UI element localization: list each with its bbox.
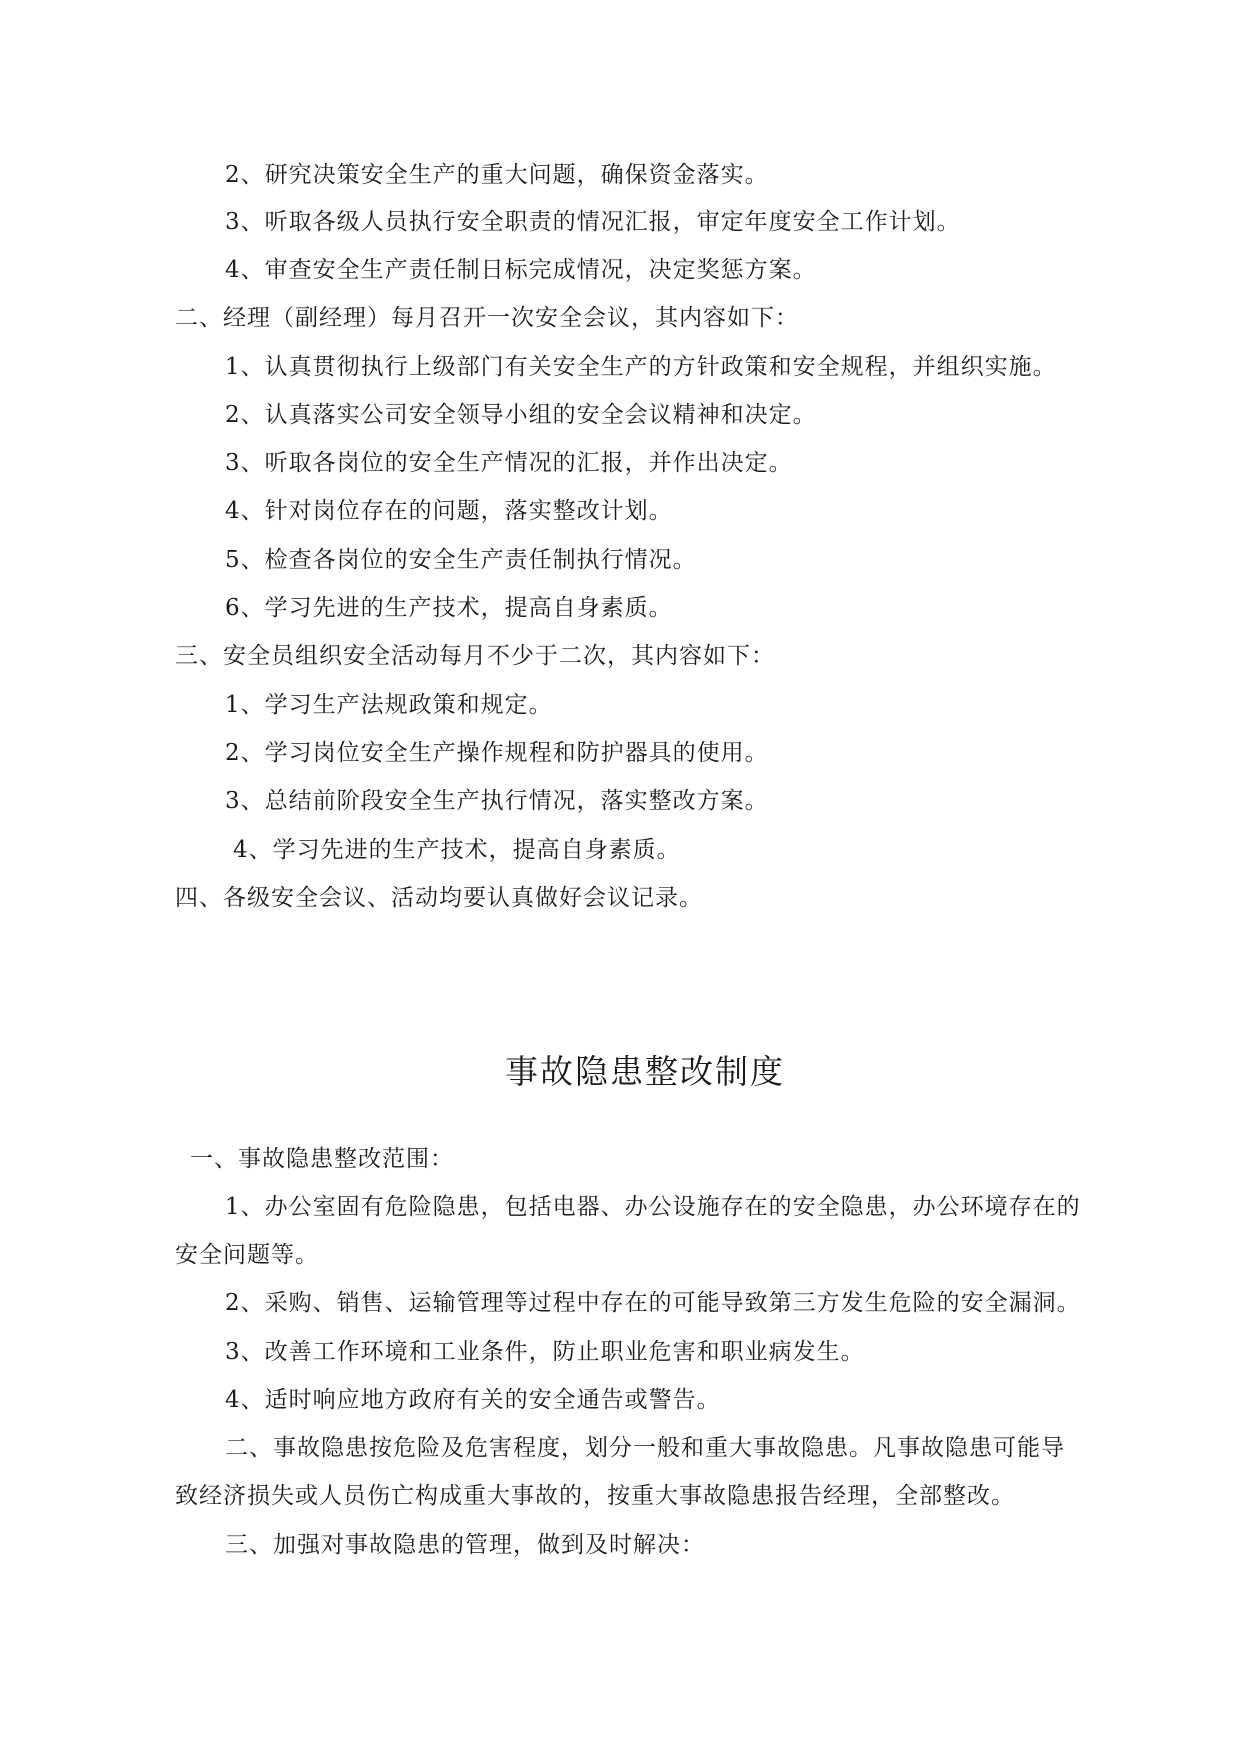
paragraph-item: 4、审查安全生产责任制日标完成情况，决定奖惩方案。 xyxy=(225,257,817,283)
paragraph-item: 1、学习生产法规政策和规定。 xyxy=(225,692,553,718)
paragraph-continuation: 致经济损失或人员伤亡构成重大事故的，按重大事故隐患报告经理，全部整改。 xyxy=(175,1483,1015,1509)
section-heading: 一、事故隐患整改范围： xyxy=(190,1146,454,1172)
section-heading: 二、经理（副经理）每月召开一次安全会议，其内容如下： xyxy=(175,305,799,331)
paragraph-item: 4、适时响应地方政府有关的安全通告或警告。 xyxy=(225,1387,721,1413)
paragraph-item: 6、学习先进的生产技术，提高自身素质。 xyxy=(225,595,673,621)
paragraph-item: 二、事故隐患按危险及危害程度，划分一般和重大事故隐患。凡事故隐患可能导 xyxy=(225,1435,1065,1461)
paragraph-item: 1、认真贯彻执行上级部门有关安全生产的方针政策和安全规程，并组织实施。 xyxy=(225,354,1057,380)
paragraph-item: 4、学习先进的生产技术，提高自身素质。 xyxy=(233,837,681,863)
paragraph-item: 3、听取各级人员执行安全职责的情况汇报，审定年度安全工作计划。 xyxy=(225,209,961,235)
paragraph-item: 2、采购、销售、运输管理等过程中存在的可能导致第三方发生危险的安全漏洞。 xyxy=(225,1290,1081,1316)
paragraph-item: 2、学习岗位安全生产操作规程和防护器具的使用。 xyxy=(225,740,769,766)
paragraph-item: 1、办公室固有危险隐患，包括电器、办公设施存在的安全隐患，办公环境存在的 xyxy=(225,1194,1081,1220)
paragraph-item: 3、总结前阶段安全生产执行情况，落实整改方案。 xyxy=(225,788,769,814)
paragraph-item: 5、检查各岗位的安全生产责任制执行情况。 xyxy=(225,547,697,573)
paragraph-item: 2、研究决策安全生产的重大问题，确保资金落实。 xyxy=(225,162,769,188)
paragraph-item: 3、听取各岗位的安全生产情况的汇报，并作出决定。 xyxy=(225,450,793,476)
paragraph-continuation: 安全问题等。 xyxy=(175,1242,319,1268)
paragraph-item: 4、针对岗位存在的问题，落实整改计划。 xyxy=(225,498,673,524)
section-heading: 三、加强对事故隐患的管理，做到及时解决： xyxy=(225,1532,705,1558)
paragraph-item: 3、改善工作环境和工业条件，防止职业危害和职业病发生。 xyxy=(225,1339,865,1365)
document-title: 事故隐患整改制度 xyxy=(505,1052,785,1091)
section-heading: 三、安全员组织安全活动每月不少于二次，其内容如下： xyxy=(175,643,775,669)
section-heading: 四、各级安全会议、活动均要认真做好会议记录。 xyxy=(175,885,703,911)
paragraph-item: 2、认真落实公司安全领导小组的安全会议精神和决定。 xyxy=(225,402,817,428)
